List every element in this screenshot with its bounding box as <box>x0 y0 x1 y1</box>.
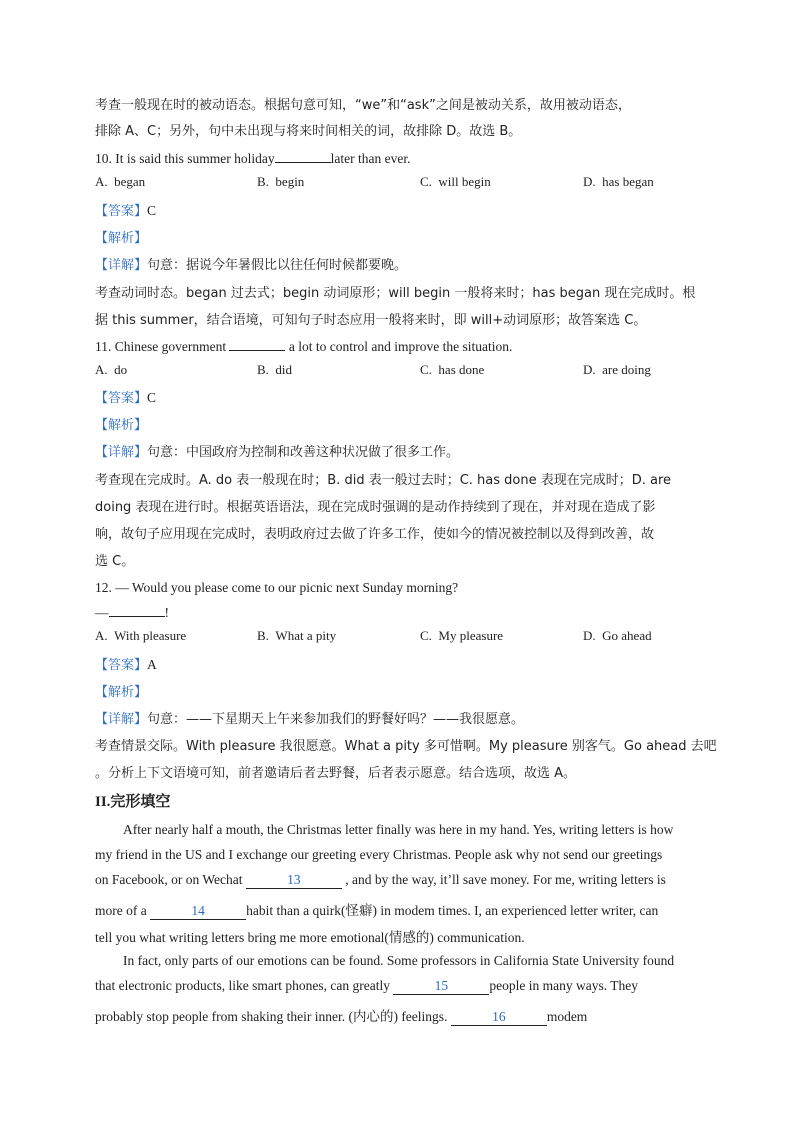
q12-option-c: C. My pleasure <box>420 628 504 643</box>
section-2-title: II.完形填空 <box>95 794 171 810</box>
q10-option-d: D. has began <box>583 174 654 189</box>
passage-p2-line-2: that electronic products, like smart phones, can greatly 15 people in many ways. They <box>95 978 638 993</box>
blank-14: 14 <box>150 903 246 920</box>
q12-explanation-2: 。分析上下文语境可知，前者邀请后者去野餐，后者表示愿意。结合选项，故选 A。 <box>95 766 577 781</box>
blank-13: 13 <box>246 872 342 889</box>
passage-p1-line-5: tell you what writing letters bring me more emotional(情感的) communication. <box>95 930 525 945</box>
passage-p1-line-4: more of a 14 habit than a quirk(怪癖) in modem times. I, an experienced letter writer, can <box>95 903 659 918</box>
question-10-stem <box>95 148 410 169</box>
q11-option-c: C. has done <box>420 362 485 377</box>
q12-explanation-1: 考查情景交际。With pleasure 我很愿意。What a pity 多可惜啊。My pleasure 别客气。Go ahead 去吧 <box>95 739 717 754</box>
q12-blank <box>109 602 165 617</box>
q10-option-c: C. will begin <box>420 174 491 189</box>
q11-explanation-1: 考查现在完成时。A. do 表一般现在时；B. did 表一般过去时；C. has done 表现在完成时；D. are <box>95 473 672 488</box>
q11-explanation-3: 响，故句子应用现在完成时，表明政府过去做了许多工作，使如今的情况被控制以及得到改善，故 <box>95 527 655 542</box>
q10-explanation-1: 考查动词时态。began 过去式；begin 动词原形；will begin 一般将来时；has began 现在完成时。根 <box>95 286 696 301</box>
passage-p1-line-1: After nearly half a mouth, the Christmas letter finally was here in my hand. Yes, writing letters is how <box>123 822 674 837</box>
q11-explanation-4: 选 C。 <box>95 554 135 569</box>
q12-reply: — ! <box>95 602 169 623</box>
question-11-stem: 11. Chinese government a lot to control and improve the situation. <box>95 336 512 357</box>
q10-option-a: A. began <box>95 174 146 189</box>
q10-option-b: B. begin <box>257 174 305 189</box>
q12-options <box>95 628 705 648</box>
passage-p2-line-1: In fact, only parts of our emotions can be found. Some professors in California State University found <box>123 953 675 968</box>
q10-analysis: 【解析】 <box>95 231 148 246</box>
q11-option-a: A. do <box>95 362 128 377</box>
q10-blank <box>275 148 331 163</box>
q11-explanation-2: doing 表现在进行时。根据英语语法，现在完成时强调的是动作持续到了现在，并对现在造成了影 <box>95 500 656 515</box>
q11-detail: 【详解】句意：中国政府为控制和改善这种状况做了很多工作。 <box>95 445 460 460</box>
intro-line-1: 考查一般现在时的被动语态。根据句意可知，“we”和“ask”之间是被动关系，故用被动语态， <box>95 98 631 113</box>
blank-15: 15 <box>393 978 489 995</box>
q10-detail: 【详解】句意：据说今年暑假比以往任何时候都要晚。 <box>95 258 408 273</box>
q12-option-a: A. With pleasure <box>95 628 187 643</box>
q10-stem-before: 10. It is said this summer holiday <box>95 151 275 166</box>
blank-16: 16 <box>451 1009 547 1026</box>
passage-p1-line-3: on Facebook, or on Wechat 13 , and by the way, it’ll save money. For me, writing letters is <box>95 872 666 887</box>
q11-answer: 【答案】C <box>95 390 157 406</box>
q12-analysis: 【解析】 <box>95 685 148 700</box>
q12-option-d: D. Go ahead <box>583 628 652 643</box>
q12-option-b: B. What a pity <box>257 628 337 643</box>
q11-option-b: B. did <box>257 362 293 377</box>
q11-analysis: 【解析】 <box>95 418 148 433</box>
passage-p1-line-2: my friend in the US and I exchange our greeting every Christmas. People ask why not send our greetings <box>95 847 663 862</box>
q11-blank <box>229 336 285 351</box>
q12-answer: 【答案】A <box>95 657 157 673</box>
q10-options <box>95 174 705 194</box>
q11-options <box>95 362 705 382</box>
intro-line-2: 排除 A、C；另外，句中未出现与将来时间相关的词，故排除 D。故选 B。 <box>95 124 522 139</box>
q11-option-d: D. are doing <box>583 362 651 377</box>
passage-p2-line-3: probably stop people from shaking their inner. (内心的) feelings. 16 modem <box>95 1009 588 1024</box>
q12-detail: 【详解】句意：——下星期天上午来参加我们的野餐好吗？——我很愿意。 <box>95 712 525 727</box>
question-12-stem: 12. — Would you please come to our picnic next Sunday morning? <box>95 580 459 595</box>
q10-explanation-2: 据 this summer，结合语境，可知句子时态应用一般将来时，即 will+动词原形；故答案选 C。 <box>95 313 647 328</box>
q10-stem-after: later than ever. <box>330 151 411 166</box>
q10-answer: 【答案】C <box>95 203 157 219</box>
